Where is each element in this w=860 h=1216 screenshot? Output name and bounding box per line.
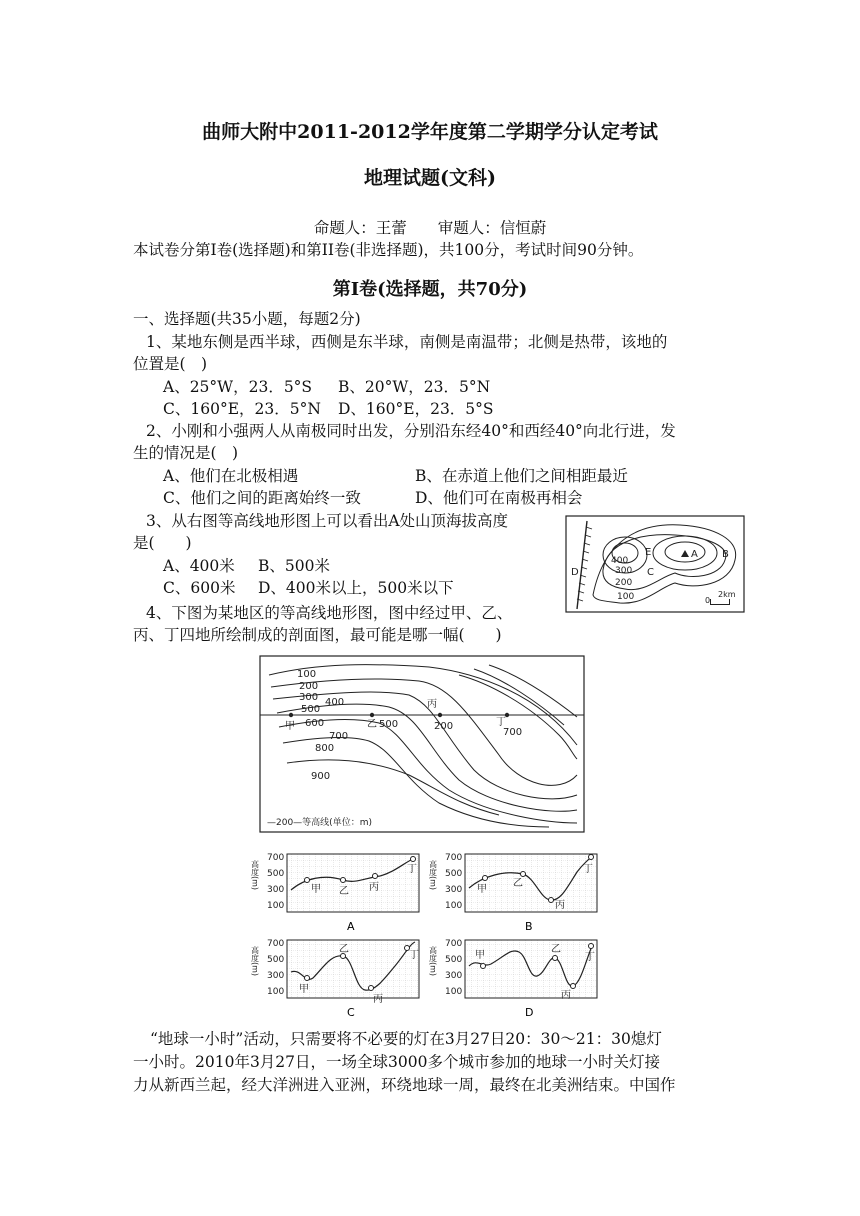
profile-panel-c [251,939,420,1019]
exam-subtitle: 地理试题(文科) [364,167,496,189]
q1-option-d: D、160°E，23．5°S [338,400,494,418]
q1-stem-line2: 位置是( ) [133,355,208,373]
profile-d-tick-500: 500 [445,955,463,965]
exam-intro: 本试卷分第I卷(选择题)和第II卷(非选择题)，共100分，考试时间90分钟。 [133,241,644,259]
q1-option-c: C、160°E，23．5°N [163,400,321,418]
profile-d-axis: 高度(m) [428,946,438,977]
profile-d-tick-100: 100 [445,987,463,997]
profile-b-place-jia: 甲 [477,884,487,895]
profile-c-tick-700: 700 [267,939,285,949]
profile-a-place-bing: 丙 [369,882,379,893]
q4-map-contour-100: 100 [297,669,317,680]
q2-stem-line1: 2、小刚和小强两人从南极同时出发，分别沿东经40°和西经40°向北行进，发 [146,422,676,440]
q4-map-place-yi: 乙 [367,719,377,730]
profile-d-place-bing: 丙 [561,990,571,1001]
passage-line3: 力从新西兰起，经大洋洲进入亚洲，环绕地球一周，最终在北美洲结束。中国作 [133,1076,676,1094]
q4-map-legend: —200—等高线(单位：m) [267,818,372,828]
profile-b-axis: 高度(m) [428,860,438,891]
q4-stem-line2: 丙、丁四地所绘制成的剖面图，最可能是哪一幅( ) [133,626,502,644]
profile-panel-a [251,853,420,933]
q4-profile-charts [250,848,605,1019]
q1-option-b: B、20°W，23．5°N [338,378,491,396]
profile-b-place-yi: 乙 [513,878,523,889]
q3-contour-map [565,515,745,613]
profile-d-tick-300: 300 [445,971,463,981]
q3-map-label-c: C [647,567,654,578]
q3-map-scale-label: 2km [718,590,736,599]
exam-title: 曲师大附中2011-2012学年度第二学期学分认定考试 [202,121,658,143]
q2-option-d: D、他们可在南极再相会 [415,489,583,507]
profile-panel-d [429,939,598,1019]
profile-b-option: B [525,920,533,933]
profile-b-tick-500: 500 [445,869,463,879]
profile-panel-b [429,853,598,933]
profile-c-place-bing: 丙 [373,994,383,1005]
q3-map-label-100: 100 [617,592,635,602]
profile-a-tick-700: 700 [267,853,285,863]
profile-c-tick-300: 300 [267,971,285,981]
passage-line2: 一小时。2010年3月27日，一场全球3000多个城市参加的地球一小时关灯接 [133,1053,660,1071]
q4-map-contour-700a: 700 [329,731,349,742]
q4-map-contour-900: 900 [311,771,331,782]
q1-stem-line1: 1、某地东侧是西半球，西侧是东半球，南侧是南温带；北侧是热带，该地的 [146,333,668,351]
profile-a-place-ding: 丁 [407,864,417,875]
profile-d-place-ding: 丁 [585,952,595,963]
q4-map-place-jia: 甲 [285,721,295,732]
profile-b-tick-100: 100 [445,901,463,911]
q4-map-contour-300: 300 [299,692,319,703]
q4-map-contour-200: 200 [299,681,319,692]
q3-map-label-200: 200 [615,578,633,588]
q3-map-label-e: E [645,547,652,558]
profile-a-tick-100: 100 [267,901,285,911]
q4-map-contour-600: 600 [305,718,325,729]
profile-a-place-yi: 乙 [339,886,349,897]
q3-map-label-d: D [571,567,579,578]
q4-map-contour-500a: 500 [301,704,321,715]
profile-a-tick-300: 300 [267,885,285,895]
profile-c-place-yi: 乙 [339,944,349,955]
q3-map-label-a: A [691,549,698,560]
profile-c-option: C [347,1006,355,1019]
profile-d-place-yi: 乙 [551,944,561,955]
profile-c-axis: 高度(m) [250,946,260,977]
profile-d-option: D [525,1006,534,1019]
part1-heading: 一、选择题(共35小题，每题2分) [133,310,361,328]
q3-map-scale-zero: 0 [705,596,711,605]
q3-stem-line2: 是( ) [133,534,192,552]
profile-d-tick-700: 700 [445,939,463,949]
q3-map-label-b: B [722,549,729,560]
q3-option-c: C、600米 [163,579,236,597]
profile-a-place-jia: 甲 [311,884,321,895]
q4-stem-line1: 4、下图为某地区的等高线地形图，图中经过甲、乙、 [146,604,513,622]
profile-c-tick-100: 100 [267,987,285,997]
q3-option-a: A、400米 [163,557,235,575]
q3-option-d: D、400米以上，500米以下 [258,579,454,597]
q4-map-contour-200b: 200 [434,721,454,732]
q4-map-place-bing: 丙 [427,699,437,710]
exam-authors: 命题人：王蕾 审题人：信恒蔚 [313,219,547,237]
q2-option-c: C、他们之间的距离始终一致 [163,489,361,507]
profile-c-tick-500: 500 [267,955,285,965]
q4-map-contour-800: 800 [315,743,335,754]
passage-line1: “地球一小时”活动，只需要将不必要的灯在3月27日20：30～21：30熄灯 [150,1030,662,1048]
profile-b-place-bing: 丙 [555,900,565,911]
profile-a-tick-500: 500 [267,869,285,879]
q3-map-label-400: 400 [611,556,629,566]
q4-map-contour-400: 400 [325,697,345,708]
q2-option-b: B、在赤道上他们之间相距最近 [415,467,628,485]
q3-option-b: B、500米 [258,557,330,575]
q3-map-label-300: 300 [615,566,633,576]
q3-stem-line1: 3、从右图等高线地形图上可以看出A处山顶海拔高度 [146,512,509,530]
profile-a-axis: 高度(m) [250,860,260,891]
q1-option-a: A、25°W，23．5°S [163,378,313,396]
profile-b-tick-700: 700 [445,853,463,863]
profile-a-option: A [347,920,355,933]
q4-map-contour-700b: 700 [503,727,523,738]
profile-b-tick-300: 300 [445,885,463,895]
q4-contour-map [259,655,585,833]
profile-c-place-ding: 丁 [409,950,419,961]
profile-b-place-ding: 丁 [583,864,593,875]
q2-option-a: A、他们在北极相遇 [163,467,299,485]
q2-stem-line2: 生的情况是( ) [133,444,239,462]
q4-map-place-ding: 丁 [496,717,506,728]
profile-d-place-jia: 甲 [475,950,485,961]
section-title: 第I卷(选择题，共70分) [332,279,528,300]
profile-c-place-jia: 甲 [299,984,309,995]
q4-map-contour-500b: 500 [379,719,399,730]
